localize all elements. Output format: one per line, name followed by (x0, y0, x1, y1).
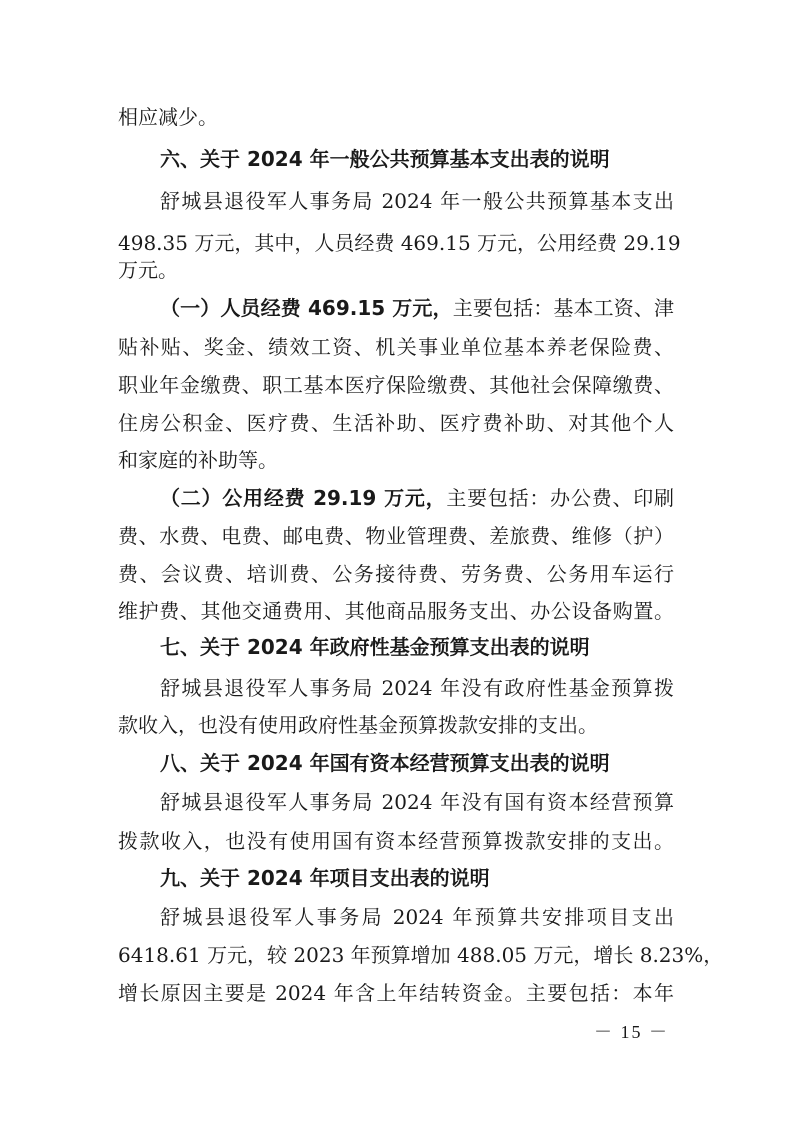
paragraph-line: 增长原因主要是 2024 年含上年结转资金。主要包括：本年 (118, 981, 674, 1005)
paragraph-line: 住房公积金、医疗费、生活补助、医疗费补助、对其他个人 (118, 411, 674, 435)
section-heading: 六、关于 2024 年一般公共预算基本支出表的说明 (160, 147, 610, 171)
paragraph-line: 498.35 万元，其中，人员经费 469.15 万元，公用经费 29.19 (118, 231, 681, 255)
paragraph-line: 款收入，也没有使用政府性基金预算拨款安排的支出。 (118, 713, 598, 737)
subheading-personnel-funds: （一）人员经费 469.15 万元， (160, 296, 453, 320)
paragraph-line: 维护费、其他交通费用、其他商品服务支出、办公设备购置。 (118, 599, 674, 623)
paragraph-text: 主要包括：办公费、印刷 (446, 486, 675, 510)
paragraph-text: 主要包括：基本工资、津 (452, 296, 675, 320)
paragraph-line: 费、水费、电费、邮电费、物业管理费、差旅费、维修（护） (118, 524, 674, 548)
subheading-public-funds: （二）公用经费 29.19 万元， (160, 486, 447, 510)
section-heading: 九、关于 2024 年项目支出表的说明 (160, 866, 490, 890)
paragraph-line: 6418.61 万元，较 2023 年预算增加 488.05 万元，增长 8.23%， (118, 943, 724, 967)
paragraph-line: 舒城县退役军人事务局 2024 年没有国有资本经营预算 (160, 790, 674, 814)
paragraph-line: 相应减少。 (118, 105, 218, 129)
section-heading: 八、关于 2024 年国有资本经营预算支出表的说明 (160, 751, 610, 775)
paragraph-line (160, 484, 674, 512)
page-number: － 15 － (594, 1022, 669, 1042)
paragraph-line: 和家庭的补助等。 (118, 448, 278, 472)
paragraph-line: 舒城县退役军人事务局 2024 年预算共安排项目支出 (160, 905, 674, 929)
paragraph-line: 舒城县退役军人事务局 2024 年没有政府性基金预算拨 (160, 676, 674, 700)
section-heading: 七、关于 2024 年政府性基金预算支出表的说明 (160, 635, 590, 659)
paragraph-line: 万元。 (118, 258, 178, 282)
paragraph-line (160, 294, 674, 322)
paragraph-line: 拨款收入，也没有使用国有资本经营预算拨款安排的支出。 (118, 829, 674, 853)
paragraph-line: 职业年金缴费、职工基本医疗保险缴费、其他社会保障缴费、 (118, 373, 674, 397)
paragraph-line: 舒城县退役军人事务局 2024 年一般公共预算基本支出 (160, 189, 674, 213)
paragraph-line: 贴补贴、奖金、绩效工资、机关事业单位基本养老保险费、 (118, 335, 674, 359)
paragraph-line: 费、会议费、培训费、公务接待费、劳务费、公务用车运行 (118, 562, 674, 586)
